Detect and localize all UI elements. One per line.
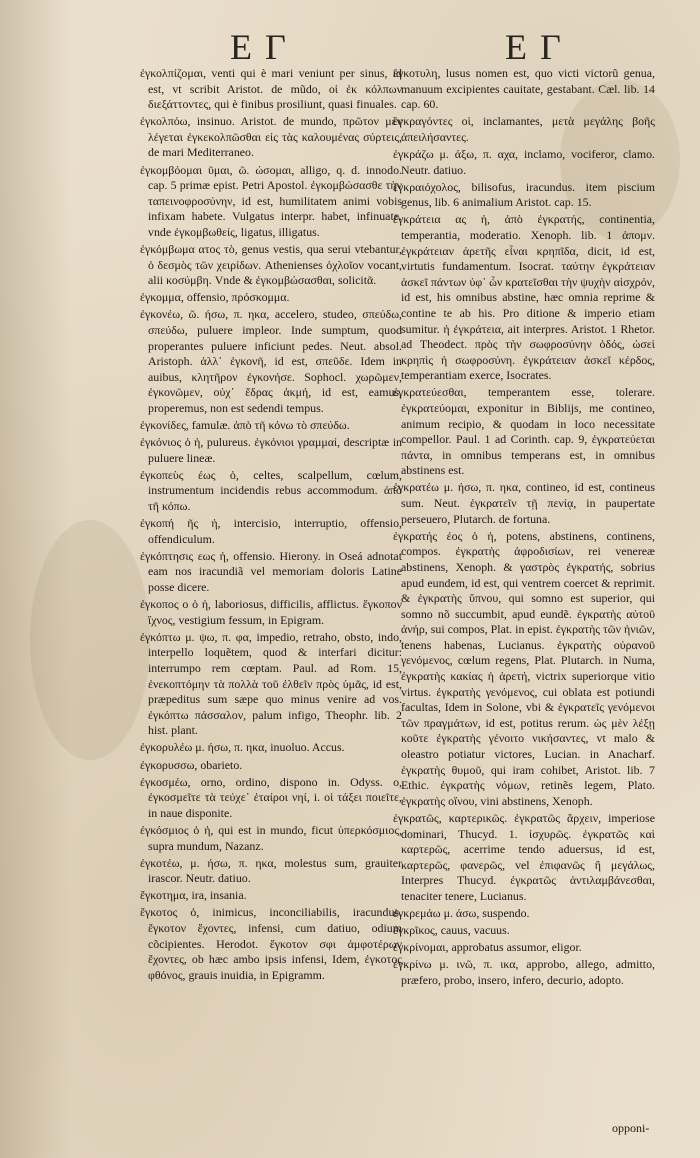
dictionary-entry: ἐγκρατεύεσθαι, temperantem esse, tolerare. ἐγκρατεύομαι, exponitur in Biblijs, me contineo, animum recipio, & quodam in loco necessitate compellor. Paul. 1 ad Corinth. cap. 9, ἐγκρατεύεται πάντα, in omnibus temperans est, in omnibus abstinens est. (393, 385, 655, 478)
dictionary-entry: ἐγκοτυλη, lusus nomen est, quo victi victorũ genua, manuum excipientes cauitate, gestabant. Cæl. lib. 14 cap. 60. (393, 66, 655, 112)
dictionary-entry: ἐγκρατής έος ὁ ἡ, potens, abstinens, continens, compos. ἐγκρατὴς ἀφροδισίων, rei venereæ abstinens, Xenoph. & γαστρὸς ἐγκρατής, sobrius apud eundem, id est, qui ventrem coercet & reprimit. & ἐγκρατὴς ὕπνου, qui somno est superior, qui somno nõ succumbit, apud eundẽ. ἐγκρατὴς αὑτοῦ ἀνήρ, sui compos, Plat. in epist. ἐγκρατὴς τῶν ἡνιῶν, tenens habenas, Lucianus. ἐγκρατὴς οὐρανοῦ γενόμενος, cœlum regens, Plat. Plutarch. in Numa, ἐγκρατὴς κακίας ἡ ἀρετή, victrix superiorque vitio virtus. ἐγκρατὴς γενόμενος, cui oblata est potiundi facultas, Idem in Solone, vbi & ἐγκρατεῖς γενόμενοι τῶν πραγμάτων, id est, potitus rerum. ὡς μὲν λέξῃ κοῦτε ἐγκρατὴς γένοιτο νικήσαντες, vt malo & oleastro potiatur victores, Lucian. in Anacharf. ἐγκρατὴς θυμοῦ, qui iram cohibet, Aristot. lib. 7 Ethic. ἐγκρατὴς νόμων, retinẽs legem, Plato. ἐγκρατὴς οἴνου, vini abstinens, Xenoph. (393, 528, 655, 808)
dictionary-entry: ἐγκόπτησις εως ἡ, offensio. Hierony. in Oseá adnotat eam nos iracundiã vel memoriam doloris Latine posse dicere. (140, 548, 402, 594)
dictionary-entry: ἐγκοπεὺς έως ὁ, celtes, scalpellum, cœlum, instrumentum incidendis rebus accommodum. ἀπὸ τῆ κόπω. (140, 467, 402, 514)
dictionary-entry: ἐγκοπή ῆς ἡ, intercisio, interruptio, offensio, offendiculum. (140, 516, 402, 546)
dictionary-entry: ἐγκονέω, ῶ. ήσω, π. ηκα, accelero, studeo, σπεύδω, σπεύδω, puluere impleor. Inde sumptum, quod properantes puluere inficiunt pedes. Neut. absol. Aristoph. ἀλλ᾽ ἐγκονῆ, id est, σπεῦδε. Idem in auibus, κλητῆρον ἐγκονήσε. Sophocl. χωρῶμεν, ἐγκονῶμεν, οὐχ᾽ ἕδρας ἀκμή, id est, eamus, properemus, non est sedendi tempus. (140, 307, 402, 415)
dictionary-entry: ἐγκόπτω μ. ψω, π. φα, impedio, retraho, obsto, indo, interpello loquẽtem, quod & interfari dicitur: interrumpo rem cœptam. Paul. ad Rom. 15, ἐνεκοπτόμην τὰ πολλὰ τοῦ ἐλθεῖν πρὸς ὑμᾶς, id est, præpeditus sum sæpe quo minus venire ad vos. ἐγκόπτω πάσσαλον, palum infigo, Theophr. lib. 2 hist. plant. (140, 629, 402, 738)
dictionary-entry: ἐγκράτεια ας ἡ, ἀπὸ ἐγκρατής, continentia, temperantia, moderatio. Xenoph. lib. 1 ἀπομν. ἐγκράτειαν ἀρετῆς εἶναι κρηπῖδα, dicit, id est, virtutis fundamentum. Isocrat. ταύτην ἐγκράτειαν ἀσκεῖ πάντων ὑφ᾽ ὧν κρατεῖσθαι τὴν ψυχὴν αἰσχρόν, id est, his omnibus abstine, hæc omnia reprime & contine te ab his. Pro ditione & imperio etiam sumitur. ἡ ἐγκράτεια, ait interpres. Aristot. 1 Rhetor. ad Theodect. πρὸς τὴν σωφροσύνην ὁδός, ὡσεὶ κρηπὶς ἡ σωφροσύνη. ἐγκράτειαν ἀσκεῖ κέρδος, temperantiam exerce, Isocrates. (393, 212, 655, 383)
dictionary-entry: ἐγκραγόντες οἱ, inclamantes, μετὰ μεγάλης βοῆς ἀπειλήσαντες. (393, 114, 655, 144)
dictionary-entry: ἐγκόνιος ὁ ἡ, pulureus. ἐγκόνιοι γραμμαί, descriptæ in puluere lineæ. (140, 435, 402, 465)
right-column (393, 66, 655, 990)
dictionary-entry: ἐγκρίνω μ. ινῶ, π. ικα, approbo, allego, admitto, præfero, probo, insero, infero, decurio, adopto. (393, 957, 655, 987)
dictionary-entry: ἐγκραιόχολος, bilisofus, iracundus. item piscium genus, lib. 6 animalium Aristot. cap. 15. (393, 179, 655, 210)
dictionary-entry: ἐγκολπίζομαι, venti qui è mari veniunt per sinus, id est, vt scribit Aristot. de mũdo, οἱ ἐκ κόλπων διεξάττοντες, qui è finibus prosiliunt, quasi finuales. (140, 66, 402, 112)
dictionary-entry: ἐγκονίδες, famulæ. ἀπὸ τῆ κόνω τὸ σπεύδω. (140, 418, 350, 433)
dictionary-entry: ἐγκόμβωμα ατος τὸ, genus vestis, qua serui vtebantur, ὁ δεσμὸς τῶν χειρίδων. Athenienses ὀχλοῖον vocant, alii κοσύμβη. Vnde & ἐγκομβώσασθαι, solicitᾶ. (140, 242, 402, 288)
dictionary-entry: ἐγκοπος ο ὁ ἡ, laboriosus, difficilis, afflictus. ἔγκοπον ἴχνος, vestigium fessum, in Epigram. (140, 597, 402, 627)
dictionary-entry: ἐγκομβόομαι ῦμαι, ῶ. ώσομαι, alligo, q. d. innodo. cap. 5 primæ epist. Petri Apostol. ἐγκομβώσασθε τὴν ταπεινοφροσύνην, id est, humilitatem animi vobis infixam habete. Vulgatus interpr. habet, infinuate. vnde ἐγκομβωθείς, ligatus, illigatus. (140, 162, 402, 239)
left-column (140, 66, 402, 985)
dictionary-entry: ἐγκολπόω, insinuo. Aristot. de mundo, πρῶτον μὲν λέγεται ἐγκεκολπῶσθαι εἰς τὰς καλουμένας σύρτεις, de mari Mediterraneo. (140, 114, 402, 160)
dictionary-entry: ἔγκοτημα, ira, insania. (140, 888, 247, 903)
dictionary-entry: ἐγκόσμιος ὁ ἡ, qui est in mundo, ficut ὑπερκόσμιος, supra mundum, Nazanz. (140, 822, 402, 853)
dictionary-entry: ἐγκρῖκος, cauus, vacuus. (393, 923, 510, 938)
dictionary-entry: ἐγκρίνομαι, approbatus assumor, eligor. (393, 940, 582, 955)
catchword: opponi- (612, 1121, 650, 1135)
dictionary-entry: ἐγκρεμάω μ. άσω, suspendo. (393, 905, 530, 920)
dictionary-entry: ἔγκοτος ὁ, inimicus, inconciliabilis, iracundus. ἔγκοτον ἔχοντες, infensi, cum datiuo, odium cõcipientes. Herodot. ἔγκοτον σφι ἀμφοτέρων ἔχοντες, ob hæc ambo ipsis infensi, Idem, ἐγκοτος φθόνος, grauis inuidia, in Epigramm. (140, 905, 402, 982)
dictionary-entry: ἐγκρατέω μ. ήσω, π. ηκα, contineo, id est, contineus sum. Neut. ἐγκρατεῖν τῇ πενίᾳ, in paupertate perseuero, Plutarch. de fortuna. (393, 480, 655, 526)
dictionary-entry: ἐγκορυλέω μ. ήσω, π. ηκα, inuoluo. Accus. (140, 740, 345, 755)
dictionary-entry: ἐγκοτέω, μ. ήσω, π. ηκα, molestus sum, grauiter irascor. Neutr. datiuo. (140, 855, 402, 886)
paper-stain (30, 520, 150, 760)
running-head-left: E Γ (230, 27, 288, 67)
dictionary-entry: ἐγκράζω μ. άξω, π. αχα, inclamo, vociferor, clamo. Neutr. datiuo. (393, 146, 655, 177)
dictionary-entry: ἐγκρατῶς, καρτερικῶς. ἐγκρατῶς ἄρχειν, imperiose dominari, Thucyd. 1. ἰσχυρῶς. ἐγκρατῶς καὶ καρτερῶς, acerrime tendo aduersus, id est, καρτερῶς, φανερῶς, vel ἐπιφανῶς ἢ μεγάλως, Interpres Thucyd. ἐγκρατῶς ἀντιλαμβάνεσθαι, tenaciter tenere, Lucianus. (393, 810, 655, 903)
dictionary-entry: ἐγκοσμέω, orno, ordino, dispono in. Odyss. o, ἐγκοσμεῖτε τὰ τεύχε᾽ ἑταίροι νηί, i. οἱ τάξει ποιεῖτε, in naue disponite. (140, 774, 402, 820)
running-head-right: E Γ (505, 27, 563, 67)
dictionary-entry: ἐγκορυσσω, obarieto. (140, 757, 243, 772)
dictionary-entry: ἐγκομμα, offensio, πρόσκομμα. (140, 290, 290, 305)
